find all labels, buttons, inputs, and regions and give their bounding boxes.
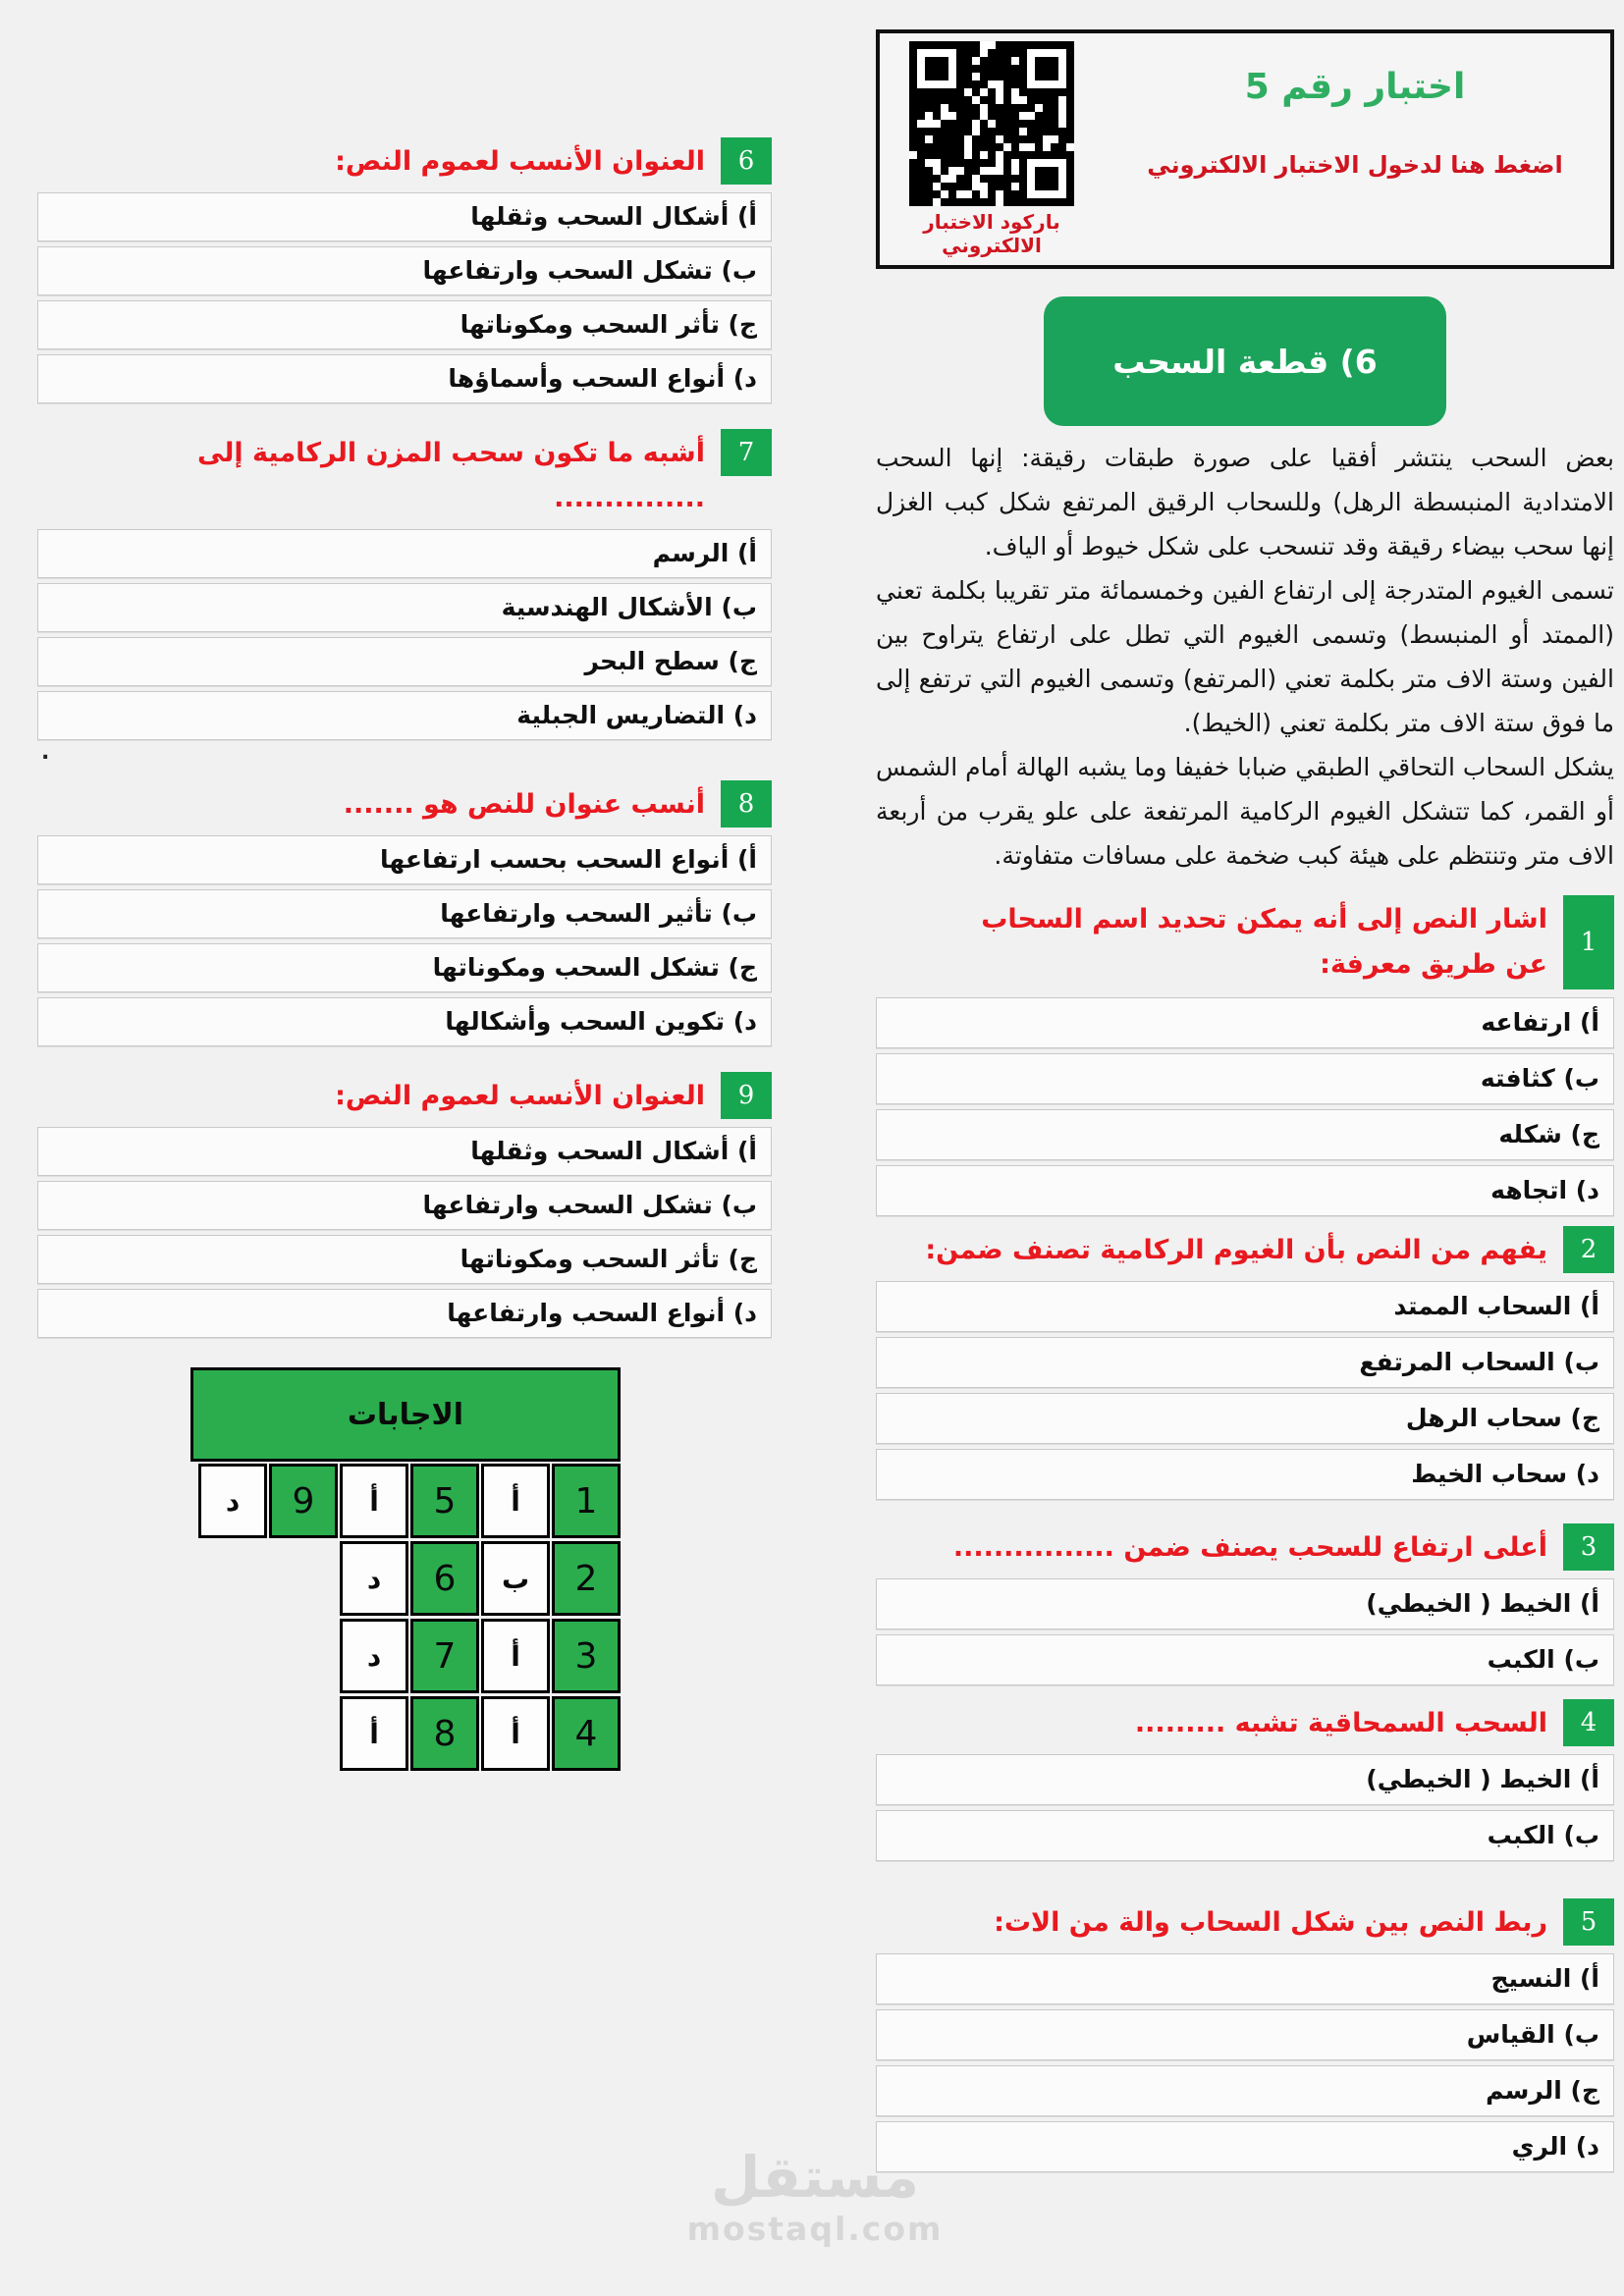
answer-key-row: [190, 1464, 621, 1538]
question-number-badge: 3: [1563, 1523, 1614, 1571]
left-column: [37, 137, 772, 1774]
option-b[interactable]: ب) الكبب: [876, 1634, 1614, 1685]
answer-question-number: 6: [410, 1541, 479, 1616]
option-c[interactable]: ج) سطح البحر: [37, 637, 772, 686]
question-text: أعلى ارتفاع للسحب يصنف ضمن ................: [952, 1532, 1547, 1563]
question-8-options: [37, 835, 772, 1046]
mostaql-domain: mostaql.com: [686, 2210, 944, 2248]
option-b[interactable]: ب) السحاب المرتفع: [876, 1337, 1614, 1388]
answer-question-number: 9: [269, 1464, 338, 1538]
question-9-header: [37, 1072, 772, 1119]
question-1: [876, 895, 1614, 1216]
question-text: العنوان الأنسب لعموم النص:: [335, 146, 705, 177]
question-4: [876, 1699, 1614, 1861]
passage-title-button[interactable]: 6) قطعة السحب: [1044, 296, 1446, 426]
option-c[interactable]: ج) تأثر السحب ومكوناتها: [37, 300, 772, 349]
option-b[interactable]: ب) تشكل السحب وارتفاعها: [37, 246, 772, 295]
answer-key-row: [190, 1696, 621, 1771]
answer-letter: ب: [481, 1541, 550, 1616]
option-b[interactable]: ب) الكبب: [876, 1810, 1614, 1861]
answer-letter: أ: [481, 1464, 550, 1538]
question-2-header: [876, 1226, 1614, 1273]
question-text: أنسب عنوان للنص هو .......: [343, 789, 705, 820]
exam-entry-link[interactable]: اضغط هنا لدخول الاختبار الالكتروني: [1147, 151, 1563, 179]
question-2: [876, 1226, 1614, 1500]
question-6-options: [37, 192, 772, 403]
question-number-badge: 1: [1563, 895, 1614, 989]
qr-code-icon[interactable]: [909, 41, 1074, 206]
stray-period: .: [41, 740, 50, 765]
option-b[interactable]: ب) الأشكال الهندسية: [37, 583, 772, 632]
question-1-header: [876, 895, 1614, 989]
option-a[interactable]: أ) الخيط ( الخيطي): [876, 1754, 1614, 1805]
question-4-options: [876, 1754, 1614, 1861]
question-number-badge: 9: [721, 1072, 772, 1119]
answer-question-number: 7: [410, 1619, 479, 1693]
question-7: [37, 429, 772, 740]
question-7-options: [37, 529, 772, 740]
option-a[interactable]: أ) أشكال السحب وثقلها: [37, 1127, 772, 1176]
question-8: [37, 780, 772, 1046]
question-number-badge: 5: [1563, 1898, 1614, 1946]
passage-paragraph-1: بعض السحب ينتشر أفقيا على صورة طبقات رقيقة: إنها السحب الامتدادية المنبسطة الرهل) وللسحاب الرقيق المرتفع شكل كبب الغزل إنها سحب بيضاء رقيقة وقد تنسحب على شكل خيوط أو الياف.: [876, 444, 1614, 561]
question-1-options: [876, 997, 1614, 1216]
option-d[interactable]: د) التضاريس الجبلية: [37, 691, 772, 740]
question-5-options: [876, 1953, 1614, 2172]
question-9-options: [37, 1127, 772, 1338]
right-column: [876, 29, 1614, 2177]
answer-question-number: 3: [552, 1619, 621, 1693]
question-text: أشبه ما تكون سحب المزن الركامية إلى ...............: [196, 438, 705, 513]
answer-letter: د: [340, 1541, 408, 1616]
option-c[interactable]: ج) تشكل السحب ومكوناتها: [37, 943, 772, 992]
question-9: [37, 1072, 772, 1338]
reading-passage: [876, 436, 1614, 878]
question-number-badge: 2: [1563, 1226, 1614, 1273]
question-5: [876, 1898, 1614, 2172]
option-d[interactable]: د) الري: [876, 2121, 1614, 2172]
answer-question-number: 8: [410, 1696, 479, 1771]
question-7-header: [37, 429, 772, 521]
question-text: السحب السمحاقية تشبه .........: [1134, 1708, 1547, 1738]
passage-paragraph-2: تسمى الغيوم المتدرجة إلى ارتفاع الفين وخمسمائة متر تقريبا بكلمة تعني (الممتد أو المنبسط) وتسمى الغيوم التي تطل على ارتفاع يتراوح بين الفين وستة الاف متر بكلمة تعني (المرتفع) وتسمى الغيوم التي ترتفع إلى ما فوق ستة الاف متر بكلمة تعني (الخيط).: [876, 576, 1614, 737]
option-c[interactable]: ج) الرسم: [876, 2065, 1614, 2116]
answer-key-row: [190, 1541, 621, 1616]
answer-letter: أ: [481, 1619, 550, 1693]
answer-key-row: [190, 1619, 621, 1693]
question-text: العنوان الأنسب لعموم النص:: [335, 1081, 705, 1111]
question-3: [876, 1523, 1614, 1685]
option-c[interactable]: ج) سحاب الرهل: [876, 1393, 1614, 1444]
question-text: اشار النص إلى أنه يمكن تحديد اسم السحاب عن طريق معرفة:: [981, 904, 1547, 980]
qr-caption: باركود الاختبار الالكتروني: [923, 210, 1060, 257]
option-b[interactable]: ب) تشكل السحب وارتفاعها: [37, 1181, 772, 1230]
option-c[interactable]: ج) شكله: [876, 1109, 1614, 1160]
option-a[interactable]: أ) أنواع السحب بحسب ارتفاعها: [37, 835, 772, 884]
passage-paragraph-3: يشكل السحاب التحاقي الطبقي ضبابا خفيفا وما يشبه الهالة أمام الشمس أو القمر، كما تتشكل الغيوم الركامية المرتفعة على علو يقرب من أربعة الاف متر وتنتظم على هيئة كبب ضخمة على مسافات متفاوتة.: [876, 753, 1614, 870]
answer-key-table: [190, 1367, 621, 1771]
question-text: يفهم من النص بأن الغيوم الركامية تصنف ضمن:: [925, 1235, 1547, 1265]
option-b[interactable]: ب) كثافته: [876, 1053, 1614, 1104]
question-number-badge: 4: [1563, 1699, 1614, 1746]
option-d[interactable]: د) أنواع السحب وارتفاعها: [37, 1289, 772, 1338]
answer-question-number: 5: [410, 1464, 479, 1538]
option-a[interactable]: أ) الرسم: [37, 529, 772, 578]
question-number-badge: 7: [721, 429, 772, 476]
question-2-options: [876, 1281, 1614, 1500]
question-6: [37, 137, 772, 403]
question-3-options: [876, 1578, 1614, 1685]
option-d[interactable]: د) سحاب الخيط: [876, 1449, 1614, 1500]
answer-question-number: 2: [552, 1541, 621, 1616]
question-number-badge: 6: [721, 137, 772, 185]
option-a[interactable]: أ) ارتفاعه: [876, 997, 1614, 1048]
option-d[interactable]: د) أنواع السحب وأسماؤها: [37, 354, 772, 403]
question-number-badge: 8: [721, 780, 772, 828]
answer-letter: د: [198, 1464, 267, 1538]
answer-question-number: 1: [552, 1464, 621, 1538]
answer-question-number: 4: [552, 1696, 621, 1771]
option-c[interactable]: ج) تأثر السحب ومكوناتها: [37, 1235, 772, 1284]
exam-entry-box: [876, 29, 1614, 269]
answer-letter: أ: [340, 1464, 408, 1538]
question-4-header: [876, 1699, 1614, 1746]
watermark: [677, 2145, 952, 2248]
option-d[interactable]: د) تكوين السحب وأشكالها: [37, 997, 772, 1046]
question-5-header: [876, 1898, 1614, 1946]
question-text: ربط النص بين شكل السحاب والة من الات:: [994, 1907, 1547, 1938]
option-a[interactable]: أ) النسيج: [876, 1953, 1614, 2004]
exam-title: اختبار رقم 5: [1244, 67, 1466, 107]
option-b[interactable]: ب) القياس: [876, 2009, 1614, 2060]
answer-letter: أ: [340, 1696, 408, 1771]
answer-letter: د: [340, 1619, 408, 1693]
answer-letter: أ: [481, 1696, 550, 1771]
option-d[interactable]: د) اتجاهه: [876, 1165, 1614, 1216]
answer-key-title: الاجابات: [190, 1367, 621, 1462]
question-8-header: [37, 780, 772, 828]
option-a[interactable]: أ) الخيط ( الخيطي): [876, 1578, 1614, 1629]
option-b[interactable]: ب) تأثير السحب وارتفاعها: [37, 889, 772, 938]
option-a[interactable]: أ) السحاب الممتد: [876, 1281, 1614, 1332]
question-6-header: [37, 137, 772, 185]
option-a[interactable]: أ) أشكال السحب وثقلها: [37, 192, 772, 241]
question-3-header: [876, 1523, 1614, 1571]
mostaql-logo: مستقل: [710, 2144, 920, 2211]
